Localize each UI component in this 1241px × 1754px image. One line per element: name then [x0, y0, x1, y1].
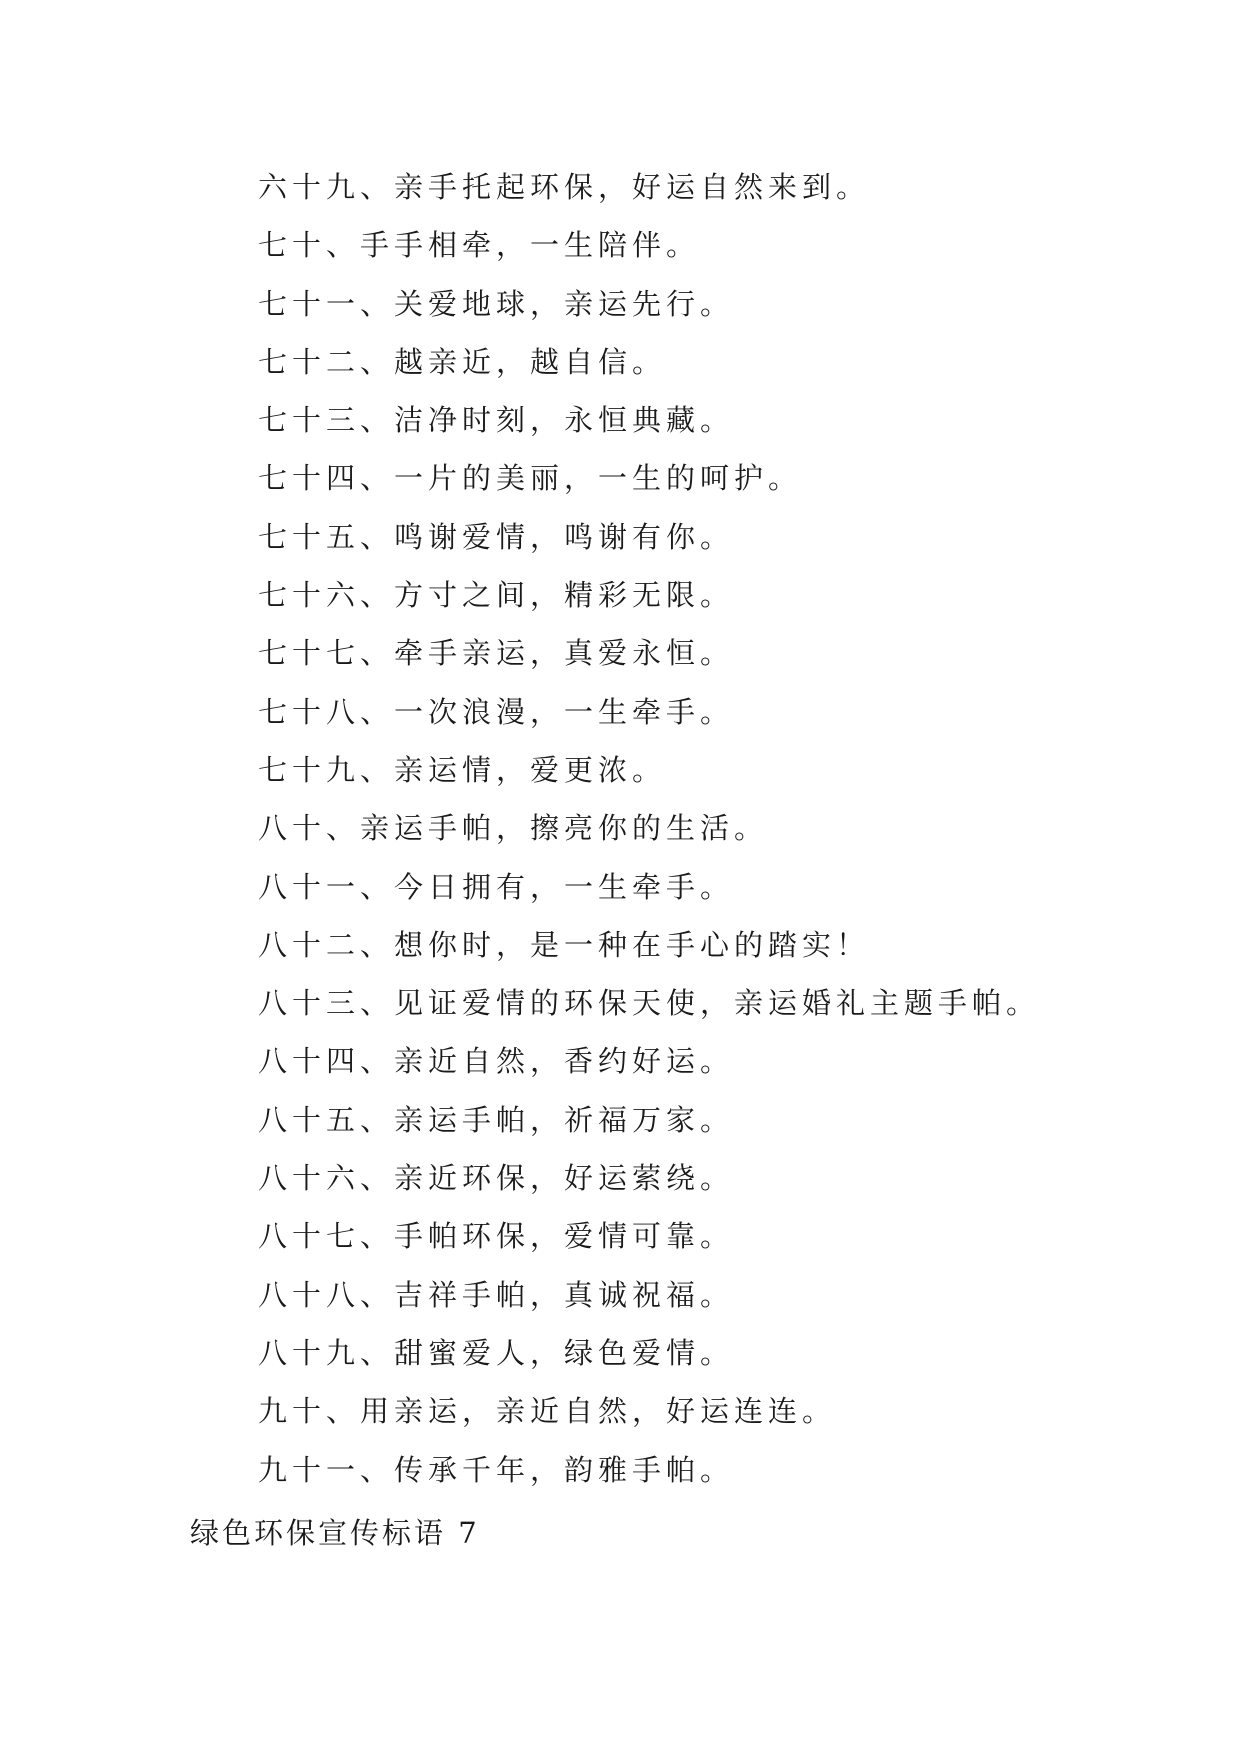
- slogan-item: 八十四、亲近自然，香约好运。: [258, 1044, 735, 1079]
- slogan-item: 九十、用亲运，亲近自然，好运连连。: [258, 1394, 837, 1429]
- slogan-item: 七十六、方寸之间，精彩无限。: [258, 578, 735, 613]
- slogan-item: 八十七、手帕环保，爱情可靠。: [258, 1219, 735, 1254]
- slogan-list: [258, 158, 1158, 1499]
- slogan-item: 八十六、亲近环保，好运萦绕。: [258, 1161, 735, 1196]
- slogan-item: 八十五、亲运手帕，祈福万家。: [258, 1102, 735, 1137]
- slogan-item: 七十二、越亲近，越自信。: [258, 344, 667, 379]
- section-heading: 绿色环保宣传标语 7: [190, 1516, 480, 1550]
- slogan-item: 九十一、传承千年，韵雅手帕。: [258, 1452, 735, 1487]
- slogan-item: 七十、手手相牵，一生陪伴。: [258, 228, 701, 263]
- slogan-item: 七十一、关爱地球，亲运先行。: [258, 286, 735, 321]
- slogan-item: 八十三、见证爱情的环保天使，亲运婚礼主题手帕。: [258, 986, 1041, 1021]
- slogan-item: 七十九、亲运情，爱更浓。: [258, 752, 667, 787]
- slogan-item: 八十八、吉祥手帕，真诚祝福。: [258, 1277, 735, 1312]
- slogan-item: 八十九、甜蜜爱人，绿色爱情。: [258, 1335, 735, 1370]
- slogan-item: 六十九、亲手托起环保，好运自然来到。: [258, 170, 871, 204]
- slogan-item: 八十二、想你时，是一种在手心的踏实！: [258, 927, 871, 962]
- slogan-item: 七十七、牵手亲运，真爱永恒。: [258, 636, 735, 671]
- slogan-item: 八十、亲运手帕，擦亮你的生活。: [258, 811, 769, 846]
- slogan-item: 七十五、鸣谢爱情，鸣谢有你。: [258, 519, 735, 554]
- slogan-item: 八十一、今日拥有，一生牵手。: [258, 869, 735, 904]
- slogan-item: 七十四、一片的美丽，一生的呵护。: [258, 461, 803, 496]
- slogan-item: 七十三、洁净时刻，永恒典藏。: [258, 403, 735, 438]
- slogan-item: 七十八、一次浪漫，一生牵手。: [258, 694, 735, 729]
